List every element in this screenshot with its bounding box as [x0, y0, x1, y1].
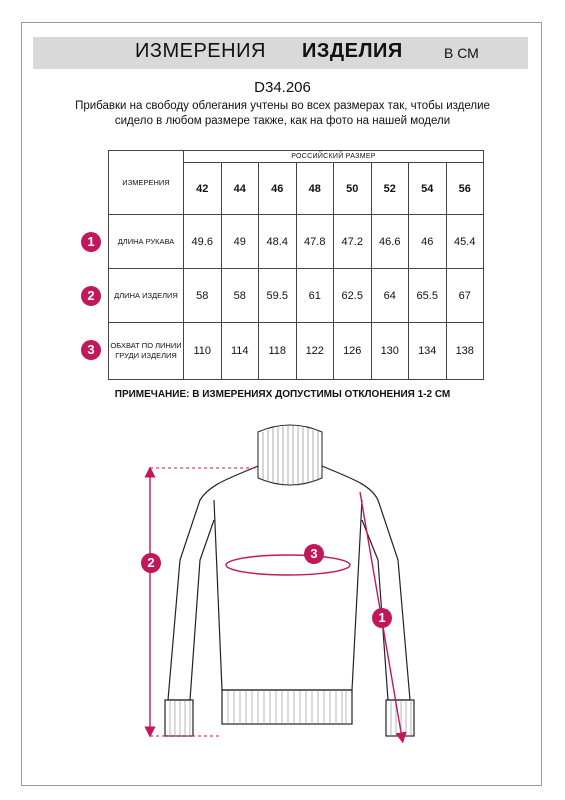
- table-cell: 62.5: [334, 269, 372, 323]
- table-cell: 49.6: [184, 215, 222, 269]
- table-cell: 48.4: [259, 215, 297, 269]
- row-badge-3: 3: [81, 340, 101, 360]
- table-cell: 64: [371, 269, 409, 323]
- fit-description: Прибавки на свободу облегания учтены во всех размерах так, чтобы изделие сидело в любом размере также, как на фото на нашей модели: [75, 100, 490, 127]
- measurements-header: ИЗМЕРЕНИЯ: [109, 151, 184, 215]
- table-cell: 61: [296, 269, 334, 323]
- table-cell: 45.4: [446, 215, 484, 269]
- table-cell: 59.5: [259, 269, 297, 323]
- table-cell: 130: [371, 323, 409, 380]
- row-label: ОБХВАТ ПО ЛИНИИ ГРУДИ ИЗДЕЛИЯ: [109, 323, 184, 380]
- table-cell: 110: [184, 323, 222, 380]
- row-label: ДЛИНА РУКАВА: [109, 215, 184, 269]
- table-cell: 46: [409, 215, 447, 269]
- table-cell: 114: [221, 323, 259, 380]
- row-label: ДЛИНА ИЗДЕЛИЯ: [109, 269, 184, 323]
- table-cell: 118: [259, 323, 297, 380]
- size-header: 56: [446, 163, 484, 215]
- title-measurements: ИЗМЕРЕНИЯ: [135, 40, 266, 62]
- tolerance-note: ПРИМЕЧАНИЕ: В ИЗМЕРЕНИЯХ ДОПУСТИМЫ ОТКЛОНЕНИЯ 1-2 СМ: [114, 389, 451, 400]
- table-cell: 122: [296, 323, 334, 380]
- diagram-marker-2: 2: [141, 553, 161, 573]
- table-cell: 65.5: [409, 269, 447, 323]
- collar: [258, 425, 322, 486]
- table-cell: 58: [184, 269, 222, 323]
- size-header: 52: [371, 163, 409, 215]
- table-cell: 134: [409, 323, 447, 380]
- size-header: 46: [259, 163, 297, 215]
- table-cell: 126: [334, 323, 372, 380]
- size-header: 54: [409, 163, 447, 215]
- size-header: 42: [184, 163, 222, 215]
- row-badge-2: 2: [81, 286, 101, 306]
- title-unit: В СМ: [444, 45, 479, 61]
- diagram-marker-3: 3: [304, 544, 324, 564]
- russian-size-header: РОССИЙСКИЙ РАЗМЕР: [184, 151, 484, 163]
- row-badge-1: 1: [81, 232, 101, 252]
- size-header: 50: [334, 163, 372, 215]
- table-cell: 138: [446, 323, 484, 380]
- size-header: 48: [296, 163, 334, 215]
- table-cell: 46.6: [371, 215, 409, 269]
- table-cell: 58: [221, 269, 259, 323]
- size-header: 44: [221, 163, 259, 215]
- table-cell: 47.8: [296, 215, 334, 269]
- hem-ribbing: [170, 690, 411, 736]
- table-cell: 67: [446, 269, 484, 323]
- article-code: D34.206: [254, 79, 311, 96]
- title-garment: ИЗДЕЛИЯ: [302, 40, 403, 62]
- table-cell: 49: [221, 215, 259, 269]
- sweater-body: [165, 466, 414, 736]
- chest-girth-ellipse: [226, 555, 350, 575]
- diagram-marker-1: 1: [372, 608, 392, 628]
- table-cell: 47.2: [334, 215, 372, 269]
